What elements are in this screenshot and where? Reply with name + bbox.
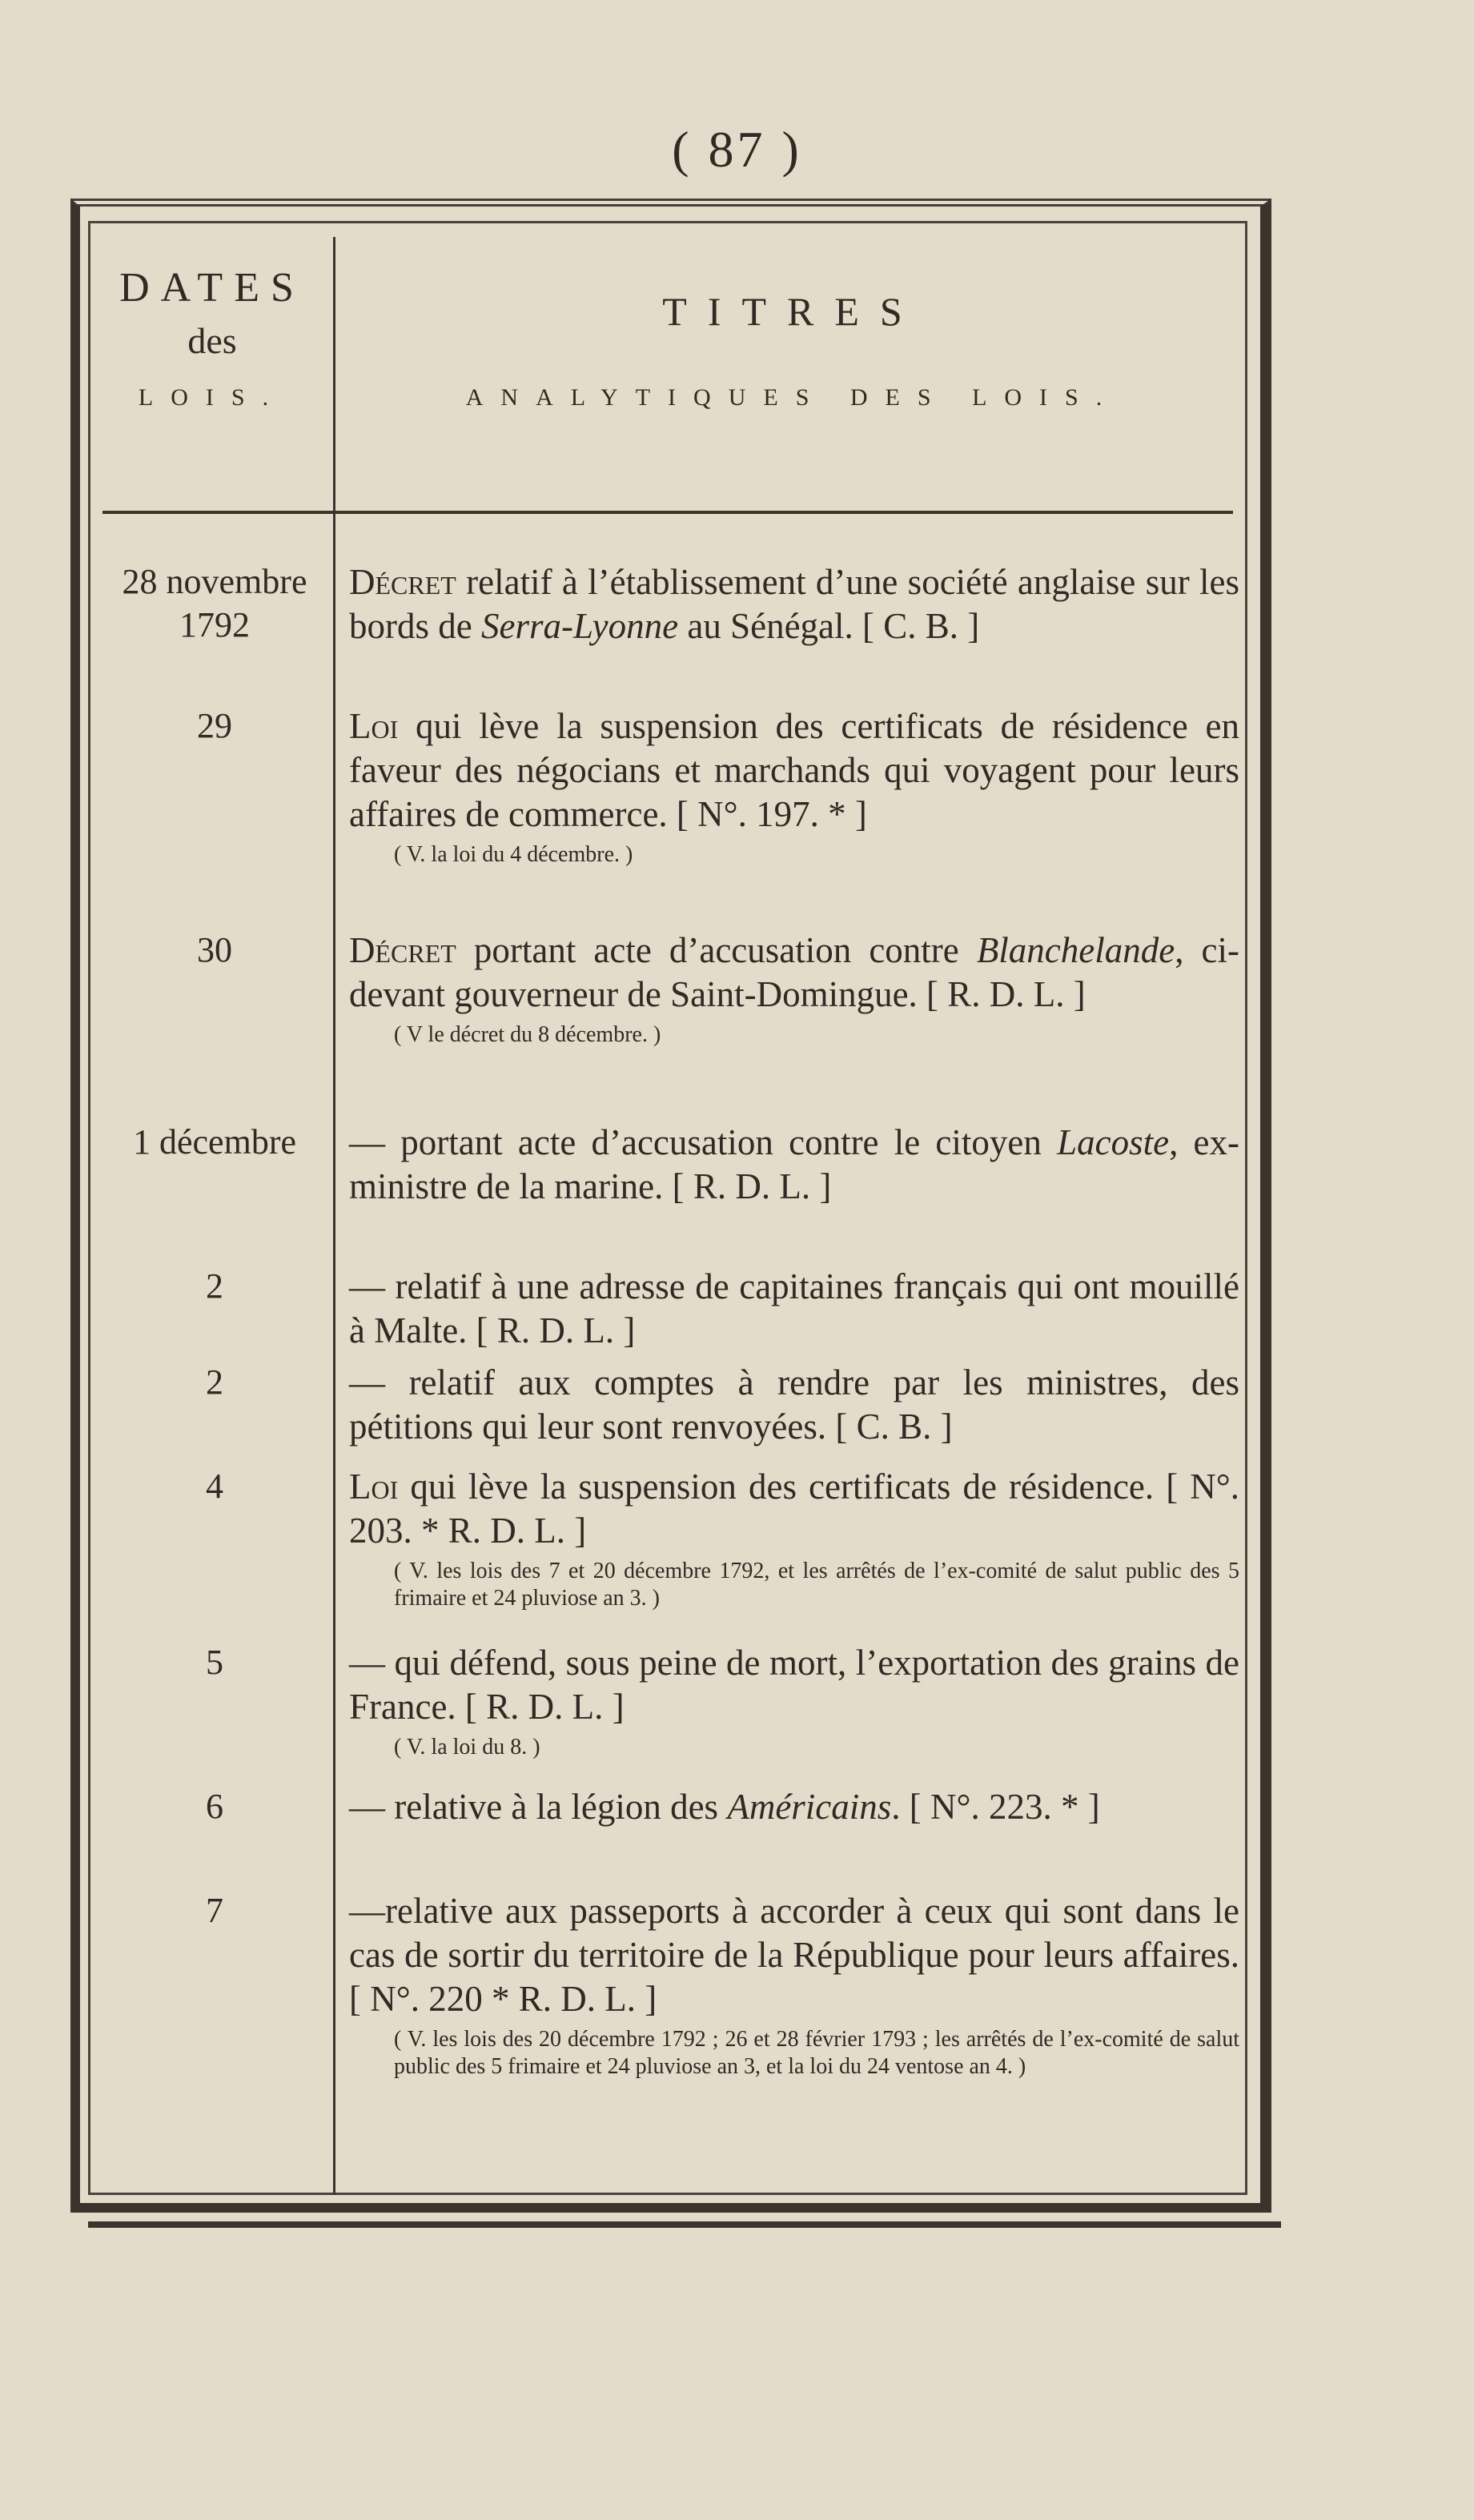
entry-date: 28 novembre 1792 [122,562,307,644]
entry-text-a: qui lève la suspension des certificats de résidence. [ N°. 203. * R. D. L. ] [349,1467,1239,1551]
entry-text-a: relatif aux comptes à rendre par les ministres, des pétitions qui leur sont renvoyées. [ C. B. ] [349,1362,1239,1447]
entry-text-a: qui défend, sous peine de mort, l’exportation des grains de France. [ R. D. L. ] [349,1643,1239,1727]
entry-title [349,1265,1239,1353]
entry-italic: Serra-Lyonne [480,606,679,646]
entry-text-a: qui lève la suspension des certificats de résidence en faveur des négocians et marchands qui voyagent pour leurs affaires de commerce. [ N°. 197. * ] [349,706,1239,834]
entry-lead: — [349,1787,385,1827]
entry-text-a: relatif à l’établissement d’une société anglaise sur les bords de [349,562,1239,646]
entry-title [349,1785,1239,1829]
entry-text-a: portant acte d’accusation contre le citoyen [385,1122,1058,1162]
entry-title [349,704,1239,869]
dates-column-header [96,264,328,411]
entry-text-b: au Sénégal. [ C. B. ] [678,606,980,646]
entry-date: 29 [197,706,232,745]
entry-lead: — [349,1266,385,1306]
entry-lead: Loi [349,1467,399,1507]
dates-header-line1: DATES [119,265,305,311]
dates-header-line3: LOIS. [138,384,287,411]
entry-text-a: relatif à une adresse de capitaines français qui ont mouillé à Malte. [ R. D. L. ] [349,1266,1239,1350]
entry-date: 7 [206,1891,223,1930]
entry-title [349,1465,1239,1612]
bottom-rule [88,2221,1281,2228]
entry-note: ( V. la loi du 4 décembre. ) [394,842,633,867]
entry-date: 2 [206,1266,223,1306]
entry-title [349,560,1239,648]
header-rule [102,511,1233,514]
entry-title [349,929,1239,1049]
entry-note: ( V. la loi du 8. ) [394,1735,540,1760]
entry-lead: Loi [349,706,399,746]
entry-italic: Américains [727,1787,892,1827]
entry-lead: Décret [349,562,456,602]
titles-header-line2: ANALYTIQUES DES LOIS. [465,384,1120,411]
entry-date: 2 [206,1362,223,1402]
entry-note: ( V le décret du 8 décembre. ) [394,1022,661,1047]
entry-date: 30 [197,930,232,969]
entry-date: 5 [206,1643,223,1682]
entry-lead: Décret [349,930,456,970]
entry-note: ( V. les lois des 7 et 20 décembre 1792, et les arrêtés de l’ex-comité de salut public des 5 frimaire et 24 pluviose an 3. ) [394,1559,1239,1611]
entry-lead: — [349,1122,385,1162]
entry-lead: — [349,1362,385,1402]
entry-title [349,1641,1239,1761]
entry-lead: — [349,1891,385,1931]
entry-text-b: , ex-ministre de la marine. [ R. D. L. ] [349,1122,1239,1206]
entry-title [349,1361,1239,1449]
titles-column-header [344,288,1241,411]
entry-italic: Blanchelande [976,930,1175,970]
entry-text-a: relative à la légion des [385,1787,728,1827]
page-number: ( 87 ) [672,121,802,178]
entry-date: 4 [206,1467,223,1506]
entry-text-a: relative aux passeports à accorder à ceux qui sont dans le cas de sortir du territoire de la République pour leurs affaires. [ N°. 220 * R. D. L. ] [349,1891,1239,2019]
entry-italic: Lacoste [1057,1122,1170,1162]
entry-lead: — [349,1643,385,1683]
dates-header-line2: des [187,320,237,361]
entry-text-a: portant acte d’accusation contre [456,930,977,970]
entry-text-b: , ci-devant gouverneur de Saint-Domingue. [ R. D. L. ] [349,930,1239,1014]
entry-title [349,1889,1239,2081]
entry-note: ( V. les lois des 20 décembre 1792 ; 26 et 28 février 1793 ; les arrêtés de l’ex-comité de salut public des 5 frimaire et 24 pluviose an 3, et la loi du 24 ventose an 4. ) [394,2027,1239,2079]
titles-header-line1: TITRES [662,289,923,334]
entry-text-b: . [ N°. 223. * ] [891,1787,1100,1827]
entry-title [349,1121,1239,1209]
entry-date: 1 décembre [133,1122,296,1162]
entry-date: 6 [206,1787,223,1826]
